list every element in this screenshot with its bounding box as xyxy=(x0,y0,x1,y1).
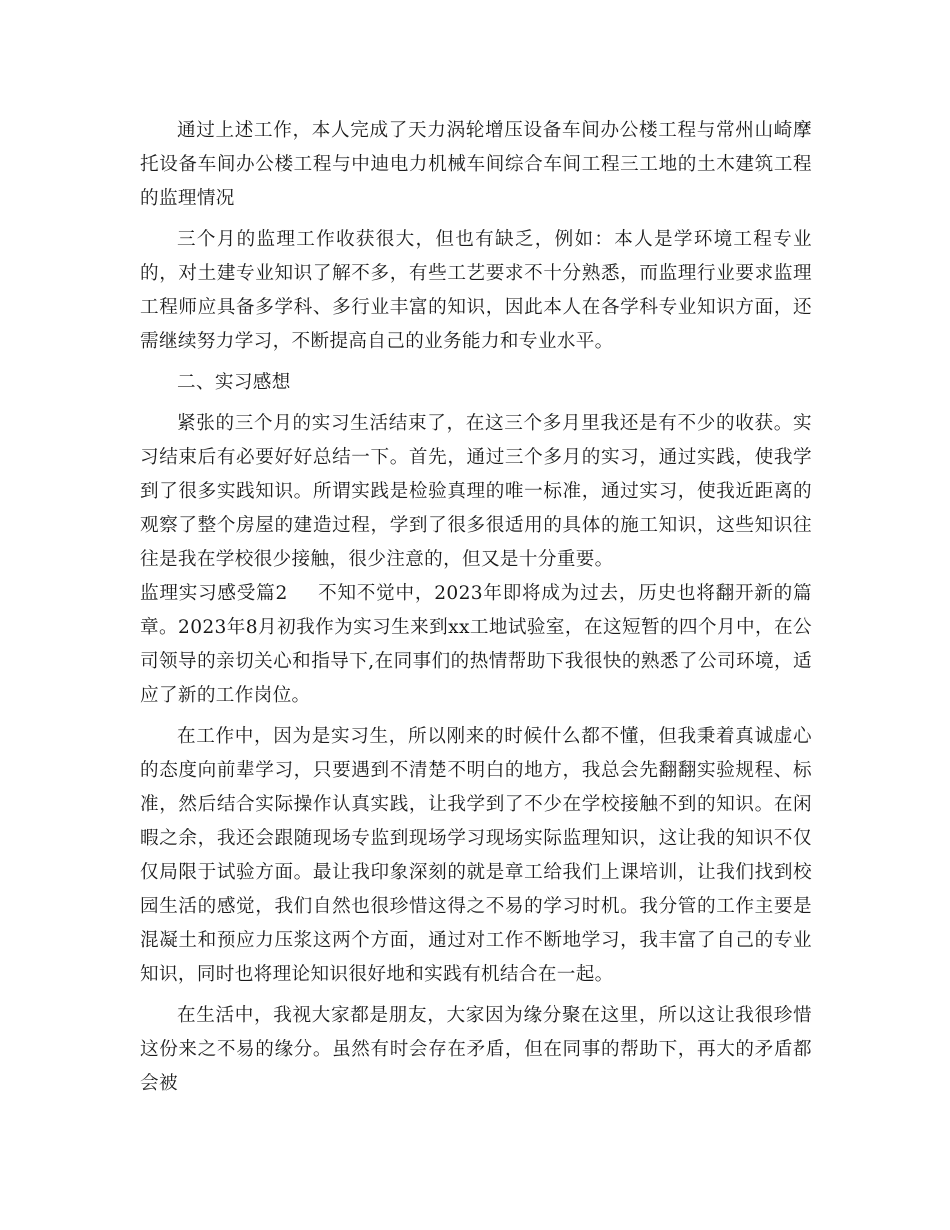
section-heading-internship-reflections: 二、实习感想 xyxy=(177,372,291,393)
paragraph-work-summary: 通过上述工作，本人完成了天力涡轮增压设备车间办公楼工程与常州山崎摩托设备车间办公楼工程与中迪电力机械车间综合车间工程三工地的土木建筑工程的监理情况 xyxy=(140,120,812,209)
article-intro: 不知不觉中，2023年即将成为过去，历史也将翻开新的篇章。2023年8月初我作为实习生来到xx工地试验室，在这短暂的四个月中，在公司领导的亲切关心和指导下,在同事们的热情帮助下我很快的熟悉了公司环境，适应了新的工作岗位。 xyxy=(140,583,812,706)
paragraph-work-experience: 在工作中，因为是实习生，所以刚来的时候什么都不懂，但我秉着真诚虚心的态度向前辈学习，只要遇到不清楚不明白的地方，我总会先翻翻实验规程、标准，然后结合实际操作认真实践，让我学到了不少在学校接触不到的知识。在闲暇之余，我还会跟随现场专监到现场学习现场实际监理知识，这让我的知识不仅仅局限于试验方面。最让我印象深刻的就是章工给我们上课培训，让我们找到校园生活的感觉，我们自然也很珍惜这得之不易的学习时机。我分管的工作主要是混凝土和预应力压浆这两个方面，通过对工作不断地学习，我丰富了自己的专业知识，同时也将理论知识很好地和实践有机结合在一起。 xyxy=(140,726,812,985)
article-title: 监理实习感受篇2 xyxy=(140,583,288,604)
paragraph-life-experience: 在生活中，我视大家都是朋友，大家因为缘分聚在这里，所以这让我很珍惜这份来之不易的缘分。虽然有时会存在矛盾，但在同事的帮助下，再大的矛盾都会被 xyxy=(140,1005,812,1094)
document-body xyxy=(140,114,812,1101)
paragraph-article-2 xyxy=(140,577,812,713)
paragraph-reflections: 紧张的三个月的实习生活结束了，在这三个多月里我还是有不少的收获。实习结束后有必要好好总结一下。首先，通过三个多月的实习，通过实践，使我学到了很多实践知识。所谓实践是检验真理的唯一标准，通过实习，使我近距离的观察了整个房屋的建造过程，学到了很多很适用的具体的施工知识，这些知识往往是我在学校很少接触，很少注意的，但又是十分重要。 xyxy=(140,413,812,570)
paragraph-shortcomings: 三个月的监理工作收获很大，但也有缺乏，例如：本人是学环境工程专业的，对土建专业知识了解不多，有些工艺要求不十分熟悉，而监理行业要求监理工程师应具备多学科、多行业丰富的知识，因此本人在各学科专业知识方面，还需继续努力学习，不断提高自己的业务能力和专业水平。 xyxy=(140,229,812,352)
